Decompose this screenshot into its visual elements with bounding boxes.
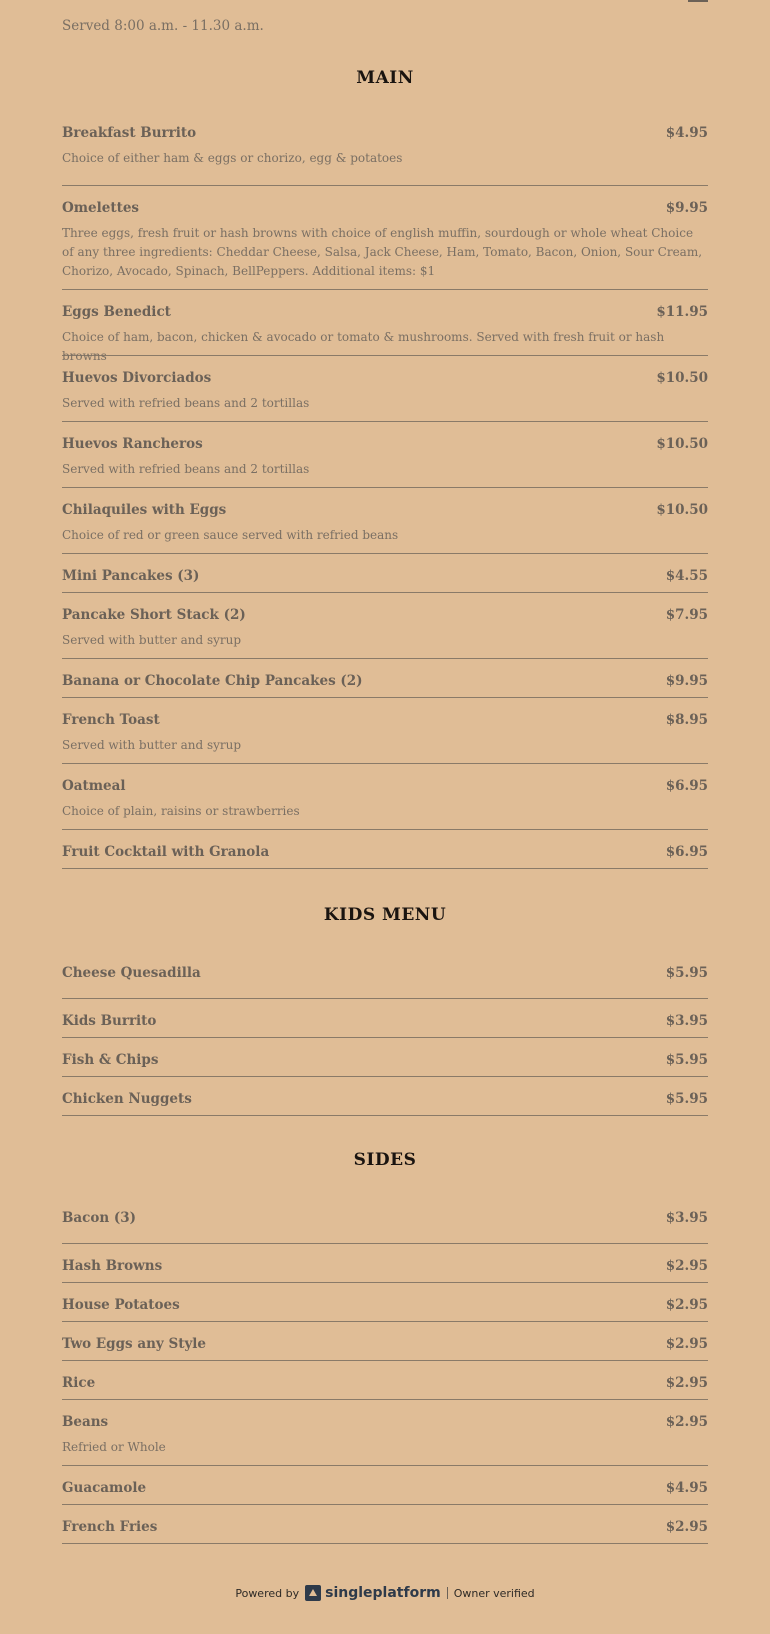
menu-item-row bbox=[62, 568, 708, 584]
owner-verified-label: Owner verified bbox=[453, 1586, 535, 1600]
menu-item-row bbox=[62, 965, 708, 981]
menu-item-row bbox=[62, 673, 708, 689]
powered-by-label: Powered by bbox=[235, 1586, 300, 1600]
menu-item-row bbox=[62, 607, 708, 623]
menu-item-row bbox=[62, 1297, 708, 1313]
section-items-main bbox=[62, 120, 708, 869]
menu-item-description: Served with refried beans and 2 tortillas bbox=[62, 462, 310, 476]
menu-item-price: $2.95 bbox=[665, 1258, 708, 1274]
menu-item-price: $4.95 bbox=[665, 125, 708, 141]
menu-item-row bbox=[62, 436, 708, 452]
menu-item[interactable] bbox=[62, 290, 708, 363]
menu-item-description: Choice of either ham & eggs or chorizo, egg & potatoes bbox=[62, 151, 403, 165]
menu-item-row bbox=[62, 1052, 708, 1068]
menu-item-name: Kids Burrito bbox=[62, 1013, 157, 1029]
menu-item-name: House Potatoes bbox=[62, 1297, 180, 1313]
menu-item-name: Hash Browns bbox=[62, 1258, 163, 1274]
menu-item[interactable] bbox=[62, 422, 708, 488]
section-items-kids-menu bbox=[62, 960, 708, 1116]
menu-item-price: $10.50 bbox=[656, 370, 708, 386]
menu-item-name: Mini Pancakes (3) bbox=[62, 568, 200, 584]
menu-item[interactable] bbox=[62, 999, 708, 1038]
menu-item-name: Huevos Divorciados bbox=[62, 370, 212, 386]
menu-item-description: Served with refried beans and 2 tortillas bbox=[62, 396, 310, 410]
menu-item[interactable] bbox=[62, 764, 708, 830]
menu-item-name: Two Eggs any Style bbox=[62, 1336, 207, 1352]
section-title-sides: SIDES bbox=[353, 1150, 417, 1170]
menu-item-name: Eggs Benedict bbox=[62, 304, 171, 320]
menu-item-name: Huevos Rancheros bbox=[62, 436, 203, 452]
menu-item-row bbox=[62, 125, 708, 141]
menu-item-price: $2.95 bbox=[665, 1297, 708, 1313]
served-hours-note: Served 8:00 a.m. - 11.30 a.m. bbox=[62, 18, 264, 34]
menu-item-price: $3.95 bbox=[665, 1013, 708, 1029]
menu-item-name: Breakfast Burrito bbox=[62, 125, 197, 141]
menu-item-name: Omelettes bbox=[62, 200, 140, 216]
menu-item-row bbox=[62, 844, 708, 860]
menu-item[interactable] bbox=[62, 1466, 708, 1505]
menu-item-name: Cheese Quesadilla bbox=[62, 965, 201, 981]
menu-item-price: $2.95 bbox=[665, 1414, 708, 1430]
menu-item-price: $11.95 bbox=[656, 304, 708, 320]
menu-item[interactable] bbox=[62, 1205, 708, 1244]
menu-item-name: Guacamole bbox=[62, 1480, 147, 1496]
menu-item[interactable] bbox=[62, 698, 708, 764]
menu-item-description: Refried or Whole bbox=[62, 1440, 166, 1454]
menu-item-description: Choice of plain, raisins or strawberries bbox=[62, 804, 300, 818]
menu-item-name: Fish & Chips bbox=[62, 1052, 159, 1068]
menu-item[interactable] bbox=[62, 1077, 708, 1116]
menu-item[interactable] bbox=[62, 1038, 708, 1077]
brand-name[interactable]: singleplatform bbox=[325, 1585, 441, 1601]
menu-item-row bbox=[62, 778, 708, 794]
menu-item[interactable] bbox=[62, 960, 708, 999]
menu-item-row bbox=[62, 1375, 708, 1391]
menu-item-row bbox=[62, 1480, 708, 1496]
menu-item-price: $7.95 bbox=[665, 607, 708, 623]
menu-item-price: $9.95 bbox=[665, 200, 708, 216]
menu-item-price: $6.95 bbox=[665, 778, 708, 794]
menu-item-row bbox=[62, 1258, 708, 1274]
menu-item-row bbox=[62, 502, 708, 518]
menu-item-name: Pancake Short Stack (2) bbox=[62, 607, 246, 623]
menu-item-description: Choice of ham, bacon, chicken & avocado or tomato & mushrooms. Served with fresh fruit or hash browns bbox=[62, 330, 665, 363]
menu-item-price: $4.95 bbox=[665, 1480, 708, 1496]
menu-item[interactable] bbox=[62, 1322, 708, 1361]
menu-item-name: French Fries bbox=[62, 1519, 158, 1535]
menu-item-price: $2.95 bbox=[665, 1336, 708, 1352]
menu-item-row bbox=[62, 370, 708, 386]
footer-divider bbox=[447, 1587, 448, 1599]
menu-item-row bbox=[62, 1013, 708, 1029]
menu-item-name: French Toast bbox=[62, 712, 160, 728]
menu-item-price: $3.95 bbox=[665, 1210, 708, 1226]
menu-item-price: $9.95 bbox=[665, 673, 708, 689]
menu-item-row bbox=[62, 1336, 708, 1352]
menu-item-price: $10.50 bbox=[656, 502, 708, 518]
section-title-main: MAIN bbox=[356, 68, 414, 88]
menu-item[interactable] bbox=[62, 186, 708, 290]
menu-item[interactable] bbox=[62, 1283, 708, 1322]
menu-icon[interactable] bbox=[688, 0, 708, 2]
menu-item-price: $2.95 bbox=[665, 1375, 708, 1391]
menu-item-name: Chilaquiles with Eggs bbox=[62, 502, 227, 518]
menu-item-row bbox=[62, 1519, 708, 1535]
menu-item-row bbox=[62, 1210, 708, 1226]
menu-item-name: Oatmeal bbox=[62, 778, 126, 794]
menu-item-name: Fruit Cocktail with Granola bbox=[62, 844, 270, 860]
menu-item[interactable] bbox=[62, 554, 708, 593]
menu-item[interactable] bbox=[62, 593, 708, 659]
section-items-sides bbox=[62, 1205, 708, 1544]
menu-item-price: $10.50 bbox=[656, 436, 708, 452]
menu-item-row bbox=[62, 200, 708, 216]
menu-item-name: Chicken Nuggets bbox=[62, 1091, 192, 1107]
menu-item[interactable] bbox=[62, 1361, 708, 1400]
menu-item[interactable] bbox=[62, 1505, 708, 1544]
menu-item-price: $5.95 bbox=[665, 965, 708, 981]
menu-item-name: Rice bbox=[62, 1375, 96, 1391]
menu-item[interactable] bbox=[62, 1244, 708, 1283]
menu-item-price: $4.55 bbox=[665, 568, 708, 584]
menu-item-description: Served with butter and syrup bbox=[62, 738, 242, 752]
footer bbox=[0, 1585, 770, 1601]
menu-item-description: Three eggs, fresh fruit or hash browns with choice of english muffin, sourdough or whole wheat Choice of any three ingredients: Cheddar Cheese, Salsa, Jack Cheese, Ham, Tomato, Bacon, Onion, Sour Cream, Chorizo, Avocado, Spinach, BellPeppers. Additional items: $1 bbox=[62, 226, 703, 278]
menu-item[interactable] bbox=[62, 830, 708, 869]
menu-item-name: Beans bbox=[62, 1414, 109, 1430]
menu-item[interactable] bbox=[62, 120, 708, 186]
menu-item[interactable] bbox=[62, 356, 708, 422]
menu-item-name: Bacon (3) bbox=[62, 1210, 137, 1226]
menu-item-name: Banana or Chocolate Chip Pancakes (2) bbox=[62, 673, 363, 689]
menu-item-price: $2.95 bbox=[665, 1519, 708, 1535]
menu-item[interactable] bbox=[62, 1400, 708, 1466]
menu-item-row bbox=[62, 1091, 708, 1107]
menu-item-price: $5.95 bbox=[665, 1091, 708, 1107]
menu-item-description: Choice of red or green sauce served with refried beans bbox=[62, 528, 399, 542]
menu-item[interactable] bbox=[62, 488, 708, 554]
menu-item-row bbox=[62, 712, 708, 728]
section-title-kids-menu: KIDS MENU bbox=[323, 905, 447, 925]
menu-item-row bbox=[62, 304, 708, 320]
menu-item-description: Served with butter and syrup bbox=[62, 633, 242, 647]
menu-item-price: $5.95 bbox=[665, 1052, 708, 1068]
singleplatform-logo-icon bbox=[305, 1585, 321, 1601]
menu-item-row bbox=[62, 1414, 708, 1430]
menu-item[interactable] bbox=[62, 659, 708, 698]
menu-item-price: $8.95 bbox=[665, 712, 708, 728]
menu-item-price: $6.95 bbox=[665, 844, 708, 860]
